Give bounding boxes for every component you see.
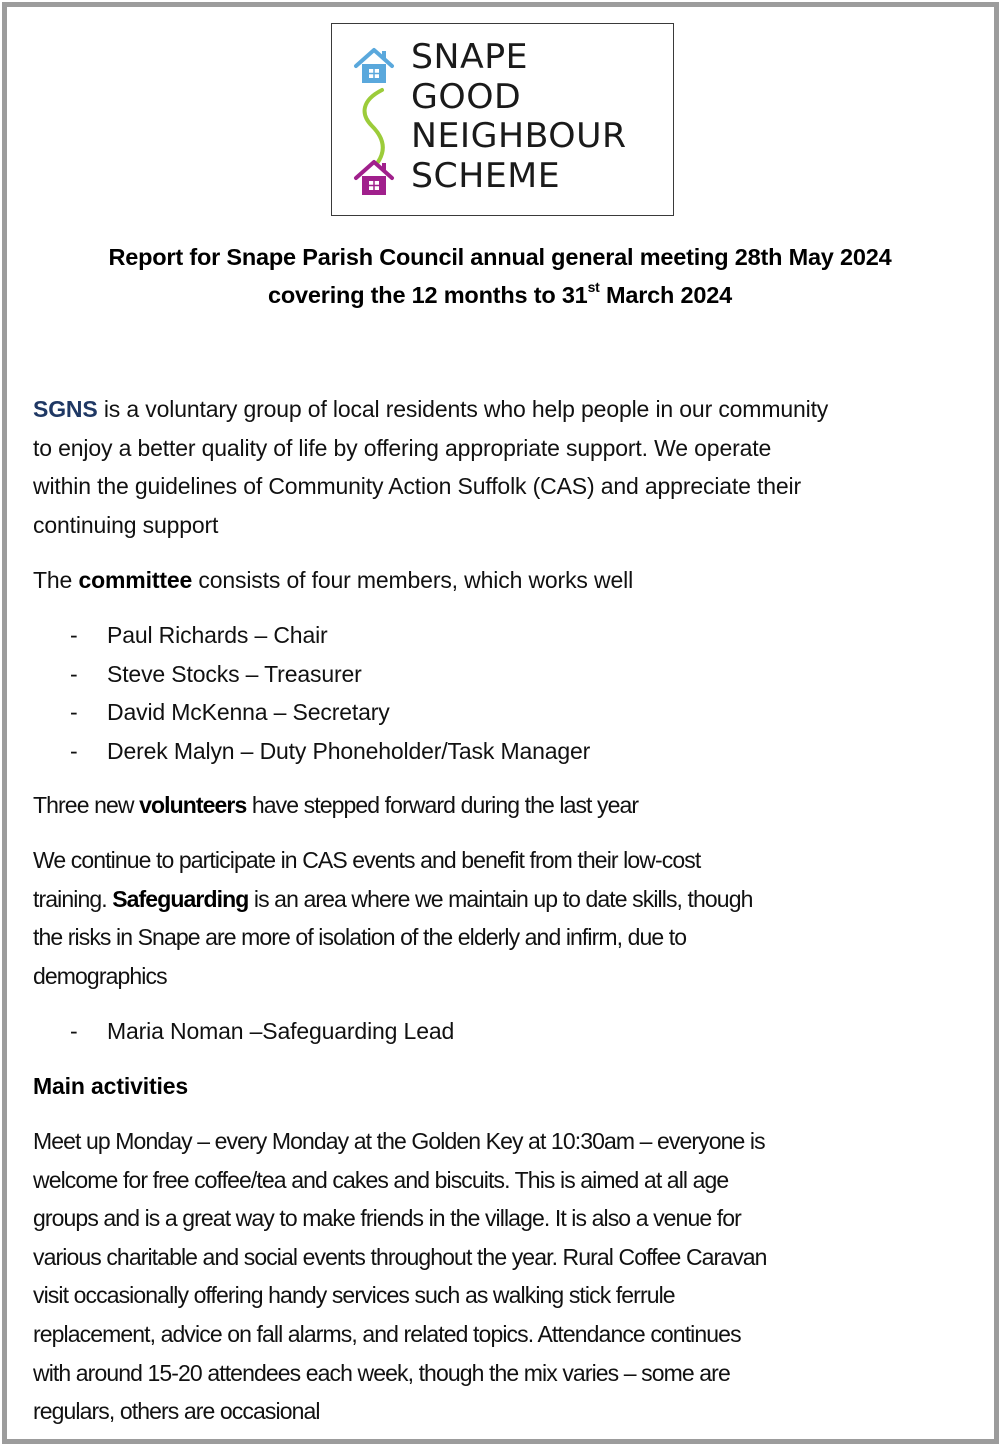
volunteers-bold: volunteers	[139, 792, 247, 818]
intro-text: is a voluntary group of local residents who help people in our community	[97, 396, 829, 422]
logo	[331, 23, 674, 216]
activities-text: various charitable and social events throughout the year. Rural Coffee Caravan	[33, 1243, 767, 1270]
lead-text: Maria Noman –Safeguarding Lead	[107, 1018, 455, 1044]
activities-text: welcome for free coffee/tea and cakes and biscuits. This is aimed at all age	[33, 1166, 729, 1193]
title-text: March 2024	[599, 282, 732, 308]
activities-text: replacement, advice on fall alarms, and related topics. Attendance continues	[33, 1320, 741, 1347]
committee-text: consists of four members, which works well	[192, 567, 634, 593]
main-activities-paragraph	[33, 1122, 983, 1431]
swirl-icon	[365, 90, 383, 162]
intro-paragraph	[33, 390, 983, 544]
safeguarding-list	[33, 1012, 983, 1052]
committee-text: The	[33, 567, 79, 593]
committee-paragraph	[33, 561, 983, 600]
activities-text: regulars, others are occasional	[33, 1398, 320, 1425]
bullet-dash: -	[70, 622, 78, 648]
intro-text: to enjoy a better quality of life by offering appropriate support. We operate	[33, 434, 772, 461]
section-heading: Main activities	[33, 1073, 188, 1099]
report-title-line-1: Report for Snape Parish Council annual general meeting 28th May 2024	[108, 244, 892, 270]
activities-text: Meet up Monday – every Monday at the Golden Key at 10:30am – everyone is	[33, 1128, 765, 1154]
bullet-dash: -	[70, 737, 78, 764]
committee-bold: committee	[78, 567, 193, 593]
volunteers-paragraph	[33, 786, 983, 825]
bullet-dash: -	[70, 699, 78, 725]
member-text: David McKenna – Secretary	[107, 699, 390, 725]
member-text: Paul Richards – Chair	[107, 622, 328, 648]
house-purple-icon	[356, 162, 392, 195]
house-blue-icon	[356, 50, 392, 83]
sgns-acronym: SGNS	[33, 396, 98, 422]
training-text: is an area where we maintain up to date skills, though	[248, 885, 753, 912]
bullet-dash: -	[70, 1018, 78, 1044]
activities-text: visit occasionally offering handy services such as walking stick ferrule	[33, 1282, 675, 1309]
logo-line: SCHEME	[411, 155, 561, 196]
logo-line: GOOD	[411, 76, 522, 117]
report-title-line-2	[0, 279, 1000, 309]
main-activities-heading	[33, 1067, 983, 1106]
volunteers-text: Three new	[33, 792, 140, 818]
logo-line: SNAPE	[411, 37, 529, 77]
volunteers-text: have stepped forward during the last year	[246, 792, 639, 818]
training-paragraph	[33, 841, 983, 995]
member-text: Steve Stocks – Treasurer	[107, 660, 362, 687]
activities-text: groups and is a great way to make friends in the village. It is also a venue for	[33, 1205, 741, 1232]
safeguarding-bold: Safeguarding	[112, 885, 249, 912]
member-text: Derek Malyn – Duty Phoneholder/Task Manager	[107, 737, 591, 764]
logo-graphic	[352, 46, 402, 196]
activities-text: with around 15-20 attendees each week, though the mix varies – some are	[33, 1359, 730, 1386]
training-text: the risks in Snape are more of isolation of the elderly and infirm, due to	[33, 924, 687, 951]
intro-text: within the guidelines of Community Action Suffolk (CAS) and appreciate their	[33, 473, 802, 500]
training-text: We continue to participate in CAS events and benefit from their low-cost	[33, 847, 701, 873]
committee-list	[33, 616, 983, 776]
training-text: training.	[33, 885, 113, 912]
logo-line: NEIGHBOUR	[411, 116, 627, 156]
bullet-dash: -	[70, 660, 78, 687]
title-text: covering the 12 months to 31	[268, 282, 588, 308]
training-text: demographics	[33, 962, 167, 989]
title-superscript: st	[587, 279, 600, 295]
intro-text: continuing support	[33, 511, 219, 538]
logo-wordmark	[411, 38, 627, 196]
